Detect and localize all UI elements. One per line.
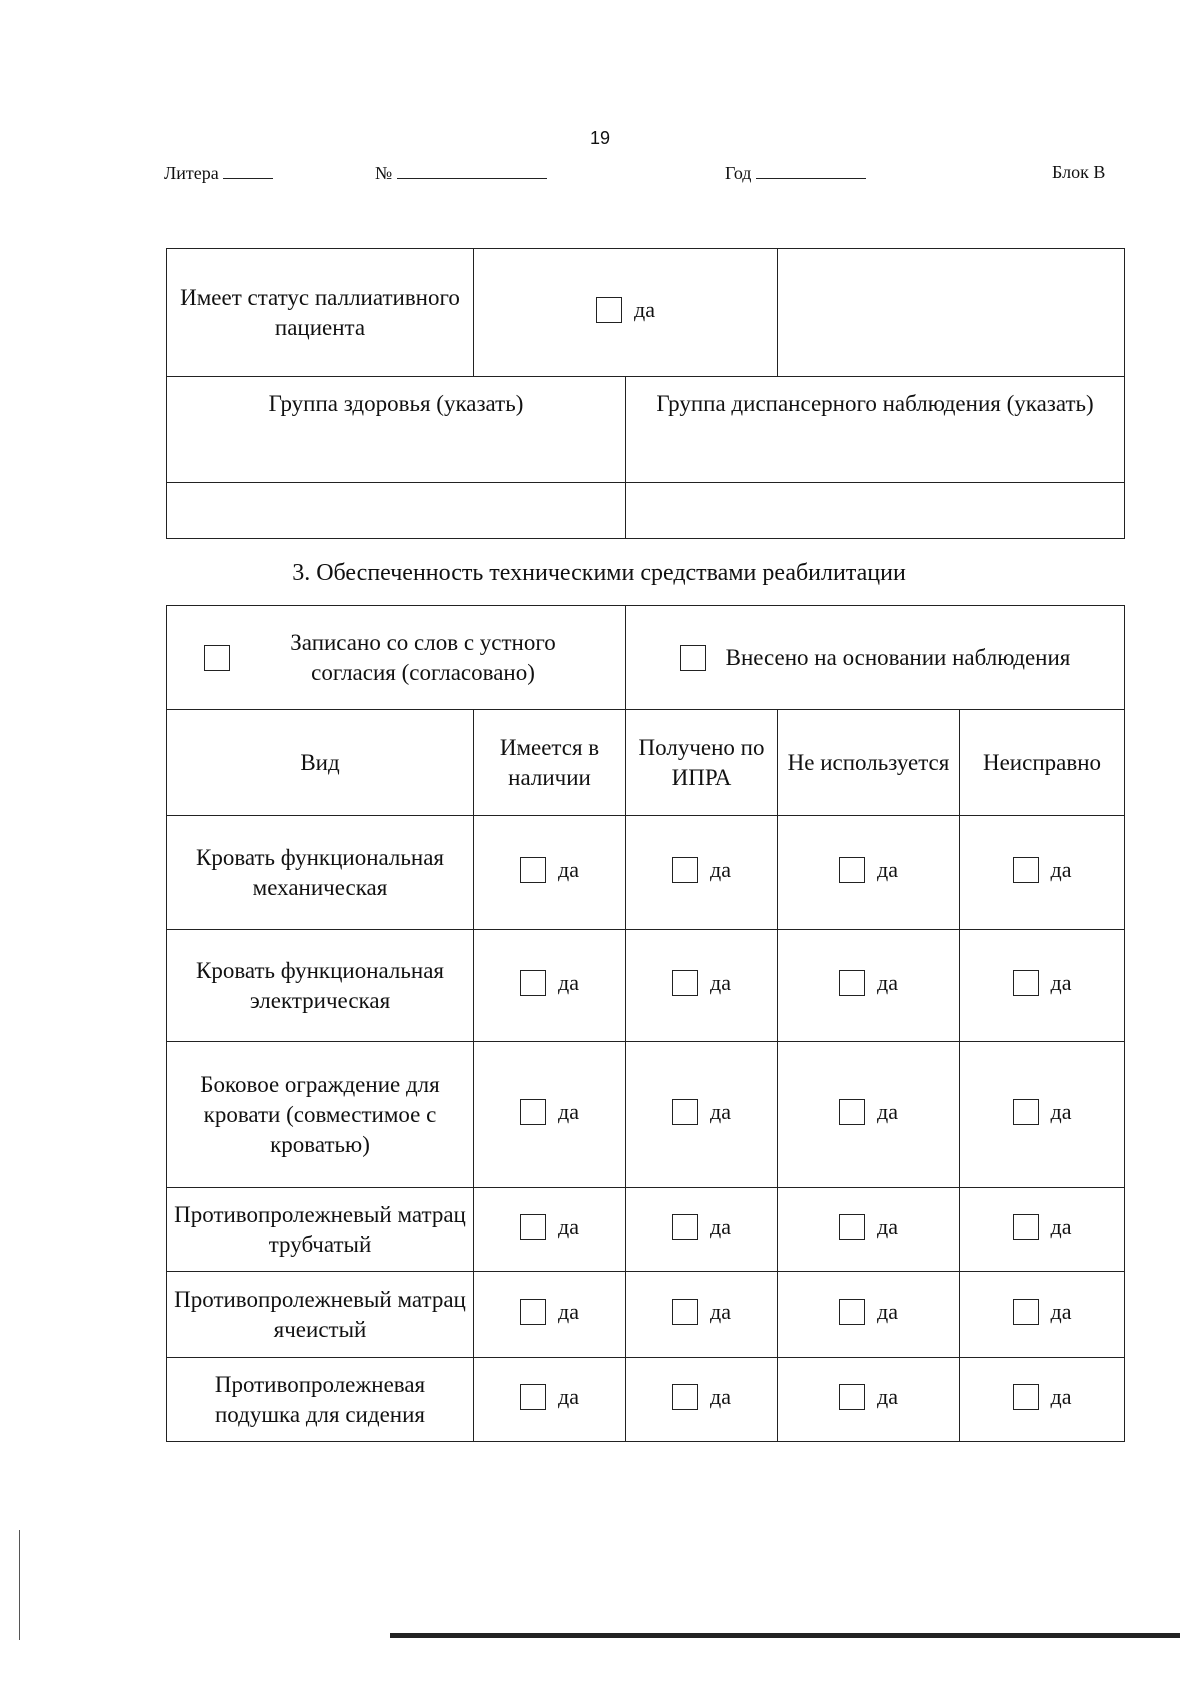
not-used-cell	[778, 1272, 960, 1358]
recorded-observation-checkbox[interactable]	[680, 645, 706, 671]
yes-label: да	[1050, 1383, 1072, 1409]
rehab-header-row	[167, 710, 1125, 816]
number-field[interactable]	[397, 162, 547, 179]
yes-label: да	[1050, 969, 1072, 995]
health-group-field[interactable]	[167, 483, 626, 539]
header-year	[725, 162, 866, 184]
broken-checkbox[interactable]	[1013, 1299, 1039, 1325]
broken-cell	[960, 930, 1125, 1042]
col-header-ipra: Получено по ИПРА	[626, 710, 778, 816]
ipra-cell	[626, 1188, 778, 1272]
table-row	[167, 1358, 1125, 1442]
yes-label: да	[1050, 856, 1072, 882]
recorded-oral-cell	[167, 606, 626, 710]
not-used-checkbox[interactable]	[839, 1299, 865, 1325]
not-used-cell	[778, 1358, 960, 1442]
yes-label: да	[558, 1098, 579, 1124]
not-used-checkbox[interactable]	[839, 1099, 865, 1125]
equipment-name: Кровать функциональная механическая	[167, 816, 474, 930]
yes-label: да	[877, 856, 898, 882]
yes-label: да	[558, 1298, 579, 1324]
available-checkbox[interactable]	[520, 1299, 546, 1325]
litera-label: Литера	[164, 163, 219, 183]
palliative-empty-cell	[778, 249, 1125, 377]
col-header-available: Имеется в наличии	[474, 710, 626, 816]
not-used-checkbox[interactable]	[839, 857, 865, 883]
yes-label: да	[558, 856, 579, 882]
ipra-checkbox[interactable]	[672, 1384, 698, 1410]
broken-checkbox[interactable]	[1013, 1214, 1039, 1240]
recorded-oral-checkbox[interactable]	[204, 645, 230, 671]
section-title: 3. Обеспеченность техническими средствами реабилитации	[292, 560, 906, 586]
available-cell	[474, 1042, 626, 1188]
available-checkbox[interactable]	[520, 1099, 546, 1125]
not-used-cell	[778, 930, 960, 1042]
ipra-cell	[626, 816, 778, 930]
col-header-type: Вид	[167, 710, 474, 816]
palliative-yes-cell	[474, 249, 778, 377]
yes-label: да	[877, 969, 898, 995]
palliative-yes-checkbox[interactable]	[596, 297, 622, 323]
table-row	[167, 1042, 1125, 1188]
ipra-cell	[626, 930, 778, 1042]
yes-label: да	[710, 1298, 731, 1324]
table-row	[167, 1188, 1125, 1272]
ipra-cell	[626, 1042, 778, 1188]
yes-label: да	[877, 1213, 898, 1239]
broken-cell	[960, 816, 1125, 930]
table-row	[167, 1272, 1125, 1358]
rehab-table	[166, 605, 1125, 1442]
not-used-cell	[778, 1042, 960, 1188]
equipment-name: Противопролежневый матрац ячеистый	[167, 1272, 474, 1358]
broken-checkbox[interactable]	[1013, 1384, 1039, 1410]
broken-checkbox[interactable]	[1013, 1099, 1039, 1125]
not-used-checkbox[interactable]	[839, 970, 865, 996]
palliative-label: Имеет статус паллиативного пациента	[167, 249, 474, 377]
ipra-checkbox[interactable]	[672, 1099, 698, 1125]
equipment-name: Противопролежневый матрац трубчатый	[167, 1188, 474, 1272]
number-label: №	[375, 163, 393, 183]
ipra-cell	[626, 1272, 778, 1358]
equipment-name: Противопролежневая подушка для сидения	[167, 1358, 474, 1442]
yes-label: да	[710, 1383, 731, 1409]
margin-mark	[19, 1530, 20, 1640]
broken-cell	[960, 1272, 1125, 1358]
ipra-checkbox[interactable]	[672, 857, 698, 883]
not-used-cell	[778, 1188, 960, 1272]
recorded-oral-label: Записано со слов с устного согласия (согласовано)	[290, 629, 556, 685]
yes-label: да	[558, 1213, 579, 1239]
ipra-cell	[626, 1358, 778, 1442]
yes-label: да	[558, 969, 579, 995]
equipment-name: Кровать функциональная электрическая	[167, 930, 474, 1042]
broken-cell	[960, 1042, 1125, 1188]
yes-label: да	[710, 1213, 731, 1239]
yes-label: да	[710, 856, 731, 882]
available-checkbox[interactable]	[520, 857, 546, 883]
year-field[interactable]	[756, 162, 866, 179]
broken-checkbox[interactable]	[1013, 970, 1039, 996]
broken-checkbox[interactable]	[1013, 857, 1039, 883]
not-used-checkbox[interactable]	[839, 1214, 865, 1240]
recorded-observation-cell	[626, 606, 1125, 710]
status-table	[166, 248, 1125, 539]
block-label: Блок В	[1052, 162, 1106, 182]
header-number	[375, 162, 547, 184]
dispensary-group-field[interactable]	[626, 483, 1125, 539]
not-used-checkbox[interactable]	[839, 1384, 865, 1410]
available-checkbox[interactable]	[520, 970, 546, 996]
yes-label: да	[1050, 1213, 1072, 1239]
year-label: Год	[725, 163, 752, 183]
yes-label: да	[558, 1383, 579, 1409]
yes-label: да	[1050, 1098, 1072, 1124]
available-cell	[474, 1272, 626, 1358]
ipra-checkbox[interactable]	[672, 1214, 698, 1240]
available-checkbox[interactable]	[520, 1214, 546, 1240]
header-litera	[164, 162, 273, 184]
yes-label: да	[710, 969, 731, 995]
available-cell	[474, 1188, 626, 1272]
dispensary-group-label: Группа диспансерного наблюдения (указать)	[626, 377, 1125, 483]
available-cell	[474, 816, 626, 930]
available-cell	[474, 1358, 626, 1442]
table-row	[167, 930, 1125, 1042]
yes-label: да	[877, 1098, 898, 1124]
not-used-cell	[778, 816, 960, 930]
table-row	[167, 816, 1125, 930]
litera-field[interactable]	[223, 162, 273, 179]
yes-label: да	[877, 1298, 898, 1324]
col-header-not-used: Не используется	[778, 710, 960, 816]
yes-label: да	[877, 1383, 898, 1409]
broken-cell	[960, 1358, 1125, 1442]
available-cell	[474, 930, 626, 1042]
health-group-label: Группа здоровья (указать)	[167, 377, 626, 483]
ipra-checkbox[interactable]	[672, 1299, 698, 1325]
ipra-checkbox[interactable]	[672, 970, 698, 996]
broken-cell	[960, 1188, 1125, 1272]
page-number: 19	[589, 128, 611, 148]
col-header-broken: Неисправно	[960, 710, 1125, 816]
available-checkbox[interactable]	[520, 1384, 546, 1410]
yes-label: да	[710, 1098, 731, 1124]
yes-label: да	[1050, 1298, 1072, 1324]
recorded-observation-label: Внесено на основании наблюдения	[725, 644, 1071, 670]
equipment-name: Боковое ограждение для кровати (совместимое с кроватью)	[167, 1042, 474, 1188]
yes-label: да	[634, 296, 655, 322]
bottom-rule	[390, 1633, 1180, 1638]
